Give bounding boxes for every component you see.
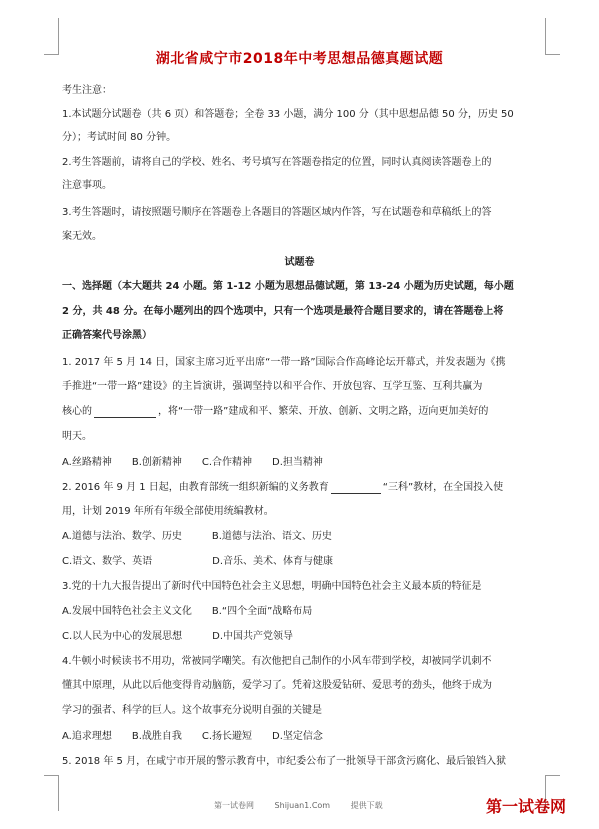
footer-download-note: 提供下载	[350, 801, 383, 810]
page-footer	[214, 800, 401, 811]
q4-line-3: 学习的强者、科学的巨人。这个故事充分说明自强的关键是	[62, 705, 322, 716]
q1-line-1: 1. 2017 年 5 月 14 日，国家主席习近平出席“一带一路”国际合作高峰论坛开幕式，并发表题为《携	[62, 357, 506, 368]
q2-line-1-post: “三科”教材，在全国投入使	[382, 482, 504, 493]
q1-answer-blank[interactable]	[94, 407, 156, 418]
notice-3-line-1: 3.考生答题时，请按照题号顺序在答题卷上各题目的答题区域内作答，写在试题卷和草稿纸上的答	[62, 207, 492, 218]
notice-heading: 考生注意：	[62, 85, 112, 96]
q2-line-1-pre: 2. 2016 年 9 月 1 日起，由教育部统一组织新编的义务教育	[62, 482, 329, 493]
notice-2-line-2: 注意事项。	[62, 180, 112, 191]
brand-watermark: 第一试卷网	[486, 797, 567, 816]
crop-mark-top-right-line	[545, 18, 546, 40]
crop-mark-bottom-left-line	[58, 789, 59, 811]
q3-line-1: 3.党的十九大报告提出了新时代中国特色社会主义思想，明确中国特色社会主义最本质的特征是	[62, 581, 482, 592]
q1-options: A.丝路精神 B.创新精神 C.合作精神 D.担当精神	[62, 457, 323, 468]
footer-site-url[interactable]: Shijuan1.Com	[274, 801, 331, 810]
q2-line-2: 用，计划 2019 年所有年级全部使用统编教材。	[62, 506, 274, 517]
crop-mark-top-left-line	[58, 18, 59, 40]
q4-line-1: 4.牛顿小时候读书不用功，常被同学嘲笑。有次他把自己制作的小风车带到学校，却被同学讥刺不	[62, 656, 492, 667]
q4-line-2: 懂其中原理，从此以后他变得肯动脑筋，爱学习了。凭着这股爱钻研、爱思考的劲头，他终于成为	[62, 680, 492, 691]
q2-options-2: C.语文、数学、英语 D.音乐、美术、体育与健康	[62, 556, 334, 567]
q1-line-4: 明天。	[62, 431, 92, 442]
notice-2-line-1: 2.考生答题前，请将自己的学校、姓名、考号填写在答题卷指定的位置，同时认真阅读答题卷上的	[62, 157, 492, 168]
notice-1-line-2: 分）；考试时间 80 分钟。	[62, 132, 177, 143]
notice-3-line-2: 案无效。	[62, 231, 102, 242]
q3-options-2: C.以人民为中心的发展思想 D.中国共产党领导	[62, 631, 294, 642]
footer-site-name: 第一试卷网	[214, 801, 254, 810]
q2-line-1	[62, 481, 562, 494]
crop-mark-bottom-right	[545, 775, 560, 790]
exam-title: 湖北省咸宁市2018年中考思想品德真题试题	[155, 51, 444, 67]
part1-line-2: 2 分，共 48 分。在每小题列出的四个选项中，只有一个选项是最符合题目要求的，请在答题卷上将	[62, 306, 504, 317]
q3-options-1: A.发展中国特色社会主义文化 B.“四个全面”战略布局	[62, 606, 313, 617]
crop-mark-bottom-left	[44, 775, 59, 790]
section-title: 试题卷	[284, 257, 315, 268]
q2-options-1: A.道德与法治、数学、历史 B.道德与法治、语文、历史	[62, 531, 332, 542]
q5-line-1: 5. 2018 年 5 月，在咸宁市开展的警示教育中，市纪委公布了一批领导干部贪污腐化、最后锒铛入狱	[62, 756, 507, 767]
q2-answer-blank[interactable]	[331, 483, 381, 494]
q1-line-3	[62, 405, 562, 418]
q1-line-2: 手推进“一带一路”建设》的主旨演讲，强调坚持以和平合作、开放包容、互学互鉴、互利共赢为	[62, 381, 483, 392]
q1-line-3-post: ，将“一带一路”建成和平、繁荣、开放、创新、文明之路，迈向更加美好的	[158, 406, 489, 417]
notice-1-line-1: 1.本试题分试题卷（共 6 页）和答题卷；全卷 33 小题，满分 100 分（其中思想品德 50 分，历史 50	[62, 109, 514, 120]
q4-options: A.追求理想 B.战胜自我 C.扬长避短 D.坚定信念	[62, 731, 323, 742]
q1-line-3-pre: 核心的	[62, 406, 92, 417]
part1-line-3: 正确答案代号涂黑）	[62, 330, 152, 341]
part1-line-1: 一、选择题（本大题共 24 小题。第 1-12 小题为思想品德试题，第 13-24 小题为历史试题，每小题	[62, 281, 514, 292]
